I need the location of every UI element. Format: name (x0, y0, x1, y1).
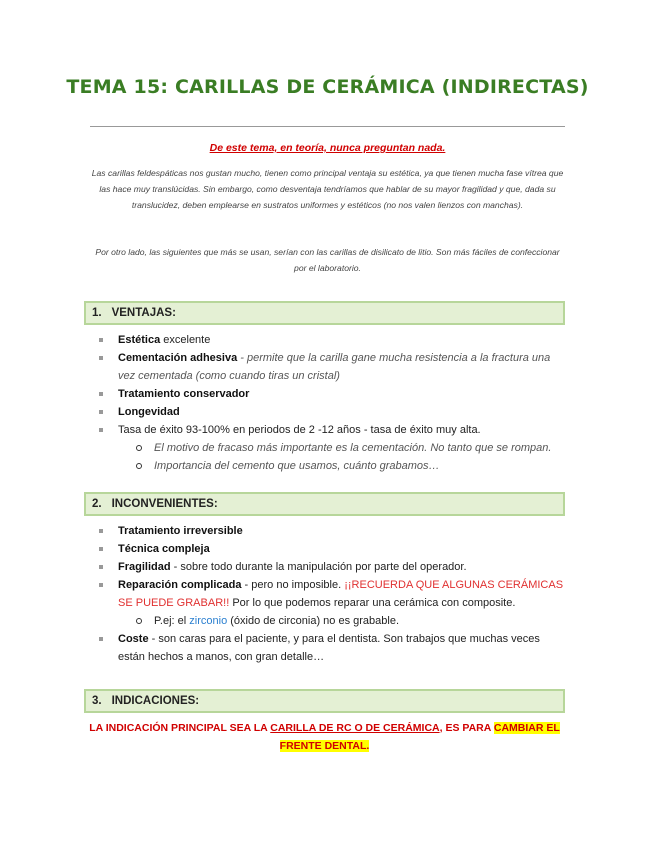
sub-list-item: Importancia del cemento que usamos, cuánto grabamos… (118, 457, 568, 475)
item-text: Tasa de éxito 93-100% en periodos de 2 -12 años - tasa de éxito muy alta. (118, 424, 481, 436)
list-item (98, 421, 568, 475)
list-item (98, 576, 568, 630)
item-bold: Coste (118, 633, 149, 645)
list-item (98, 522, 568, 540)
item-text: - pero no imposible. (241, 579, 345, 591)
indication-text: , ES PARA (439, 722, 494, 734)
indication-underlined: CARILLA DE RC O DE CERÁMICA (270, 722, 440, 734)
list-item (98, 331, 568, 349)
item-text: excelente (160, 334, 211, 346)
section-title: INDICACIONES: (111, 695, 200, 707)
section-title: INCONVENIENTES: (111, 498, 218, 510)
item-bold: Cementación adhesiva (118, 352, 238, 364)
list-item (98, 630, 568, 666)
item-bold: Reparación complicada (118, 579, 242, 591)
sub-text: (óxido de circonia) no es grabable. (227, 615, 400, 627)
section-heading-indicaciones (84, 689, 565, 713)
sub-list-item: El motivo de fracaso más importante es la cementación. No tanto que se rompan. (118, 439, 568, 457)
section-heading-inconvenientes (84, 492, 565, 516)
reminder-text: ¡¡RECUERDA QUE ALGUNAS CERÁMICAS SE PUEDE GRABAR!! (118, 579, 564, 609)
item-text: Por lo que podemos reparar una cerámica con composite. (229, 597, 516, 609)
item-bold: Fragilidad (118, 561, 171, 573)
item-bold: Longevidad (118, 406, 180, 418)
intro-paragraph-1: Las carillas feldespáticas nos gustan mucho, tienen como principal ventaja su estética, ya que tienen mucha fase vítrea que las hace muy translúcidas. Sin embargo, como desventaja tendríamos que hablar de su mayor fragilidad y que, dada su translucidez, deben emplearse en sustratos uniformes y estéticos (no nos valen lienzos con manchas). (91, 168, 564, 210)
item-bold: Tratamiento irreversible (118, 525, 243, 537)
item-bold: Estética (118, 334, 161, 346)
list-item (98, 540, 568, 558)
section-heading-ventajas (84, 301, 565, 325)
item-text: - sobre todo durante la manipulación por parte del operador. (170, 561, 467, 573)
item-bold: Técnica compleja (118, 543, 210, 555)
intro-paragraph-2: Por otro lado, las siguientes que más se usan, serían con las carillas de disilicato de litio. Son más fáciles de confeccionar por el laboratorio. (95, 247, 560, 273)
ventajas-list (98, 331, 568, 475)
list-item (98, 403, 568, 421)
indication-highlighted: CAMBIAR EL FRENTE DENTAL. (279, 722, 560, 752)
list-item (98, 558, 568, 576)
sub-text: P.ej: el (154, 615, 190, 627)
list-item (98, 385, 568, 403)
section-number: 3. (92, 695, 102, 707)
indication-text: LA INDICACIÓN PRINCIPAL SEA LA (89, 722, 271, 734)
page-title: TEMA 15: CARILLAS DE CERÁMICA (INDIRECTAS) (66, 76, 589, 98)
zirconio-term: zirconio (189, 615, 228, 627)
section-number: 1. (92, 307, 102, 319)
indicaciones-text (84, 719, 565, 755)
sub-list (118, 612, 568, 630)
item-bold: Tratamiento conservador (118, 388, 250, 400)
section-title: VENTAJAS: (111, 307, 176, 319)
item-text: - son caras para el paciente, y para el dentista. Son trabajos que muchas veces están hechos a manos, con gran detalle… (118, 633, 540, 663)
sub-list (118, 439, 568, 475)
inconvenientes-list (98, 522, 568, 666)
exam-note: De este tema, en teoría, nunca preguntan nada. (209, 142, 446, 154)
list-item (98, 349, 568, 385)
section-number: 2. (92, 498, 102, 510)
item-text: - permite que la carilla gane mucha resistencia a la fractura una vez cementada (como cuando tiras un cristal) (118, 352, 551, 382)
sub-list-item (118, 612, 568, 630)
title-divider (90, 126, 565, 127)
